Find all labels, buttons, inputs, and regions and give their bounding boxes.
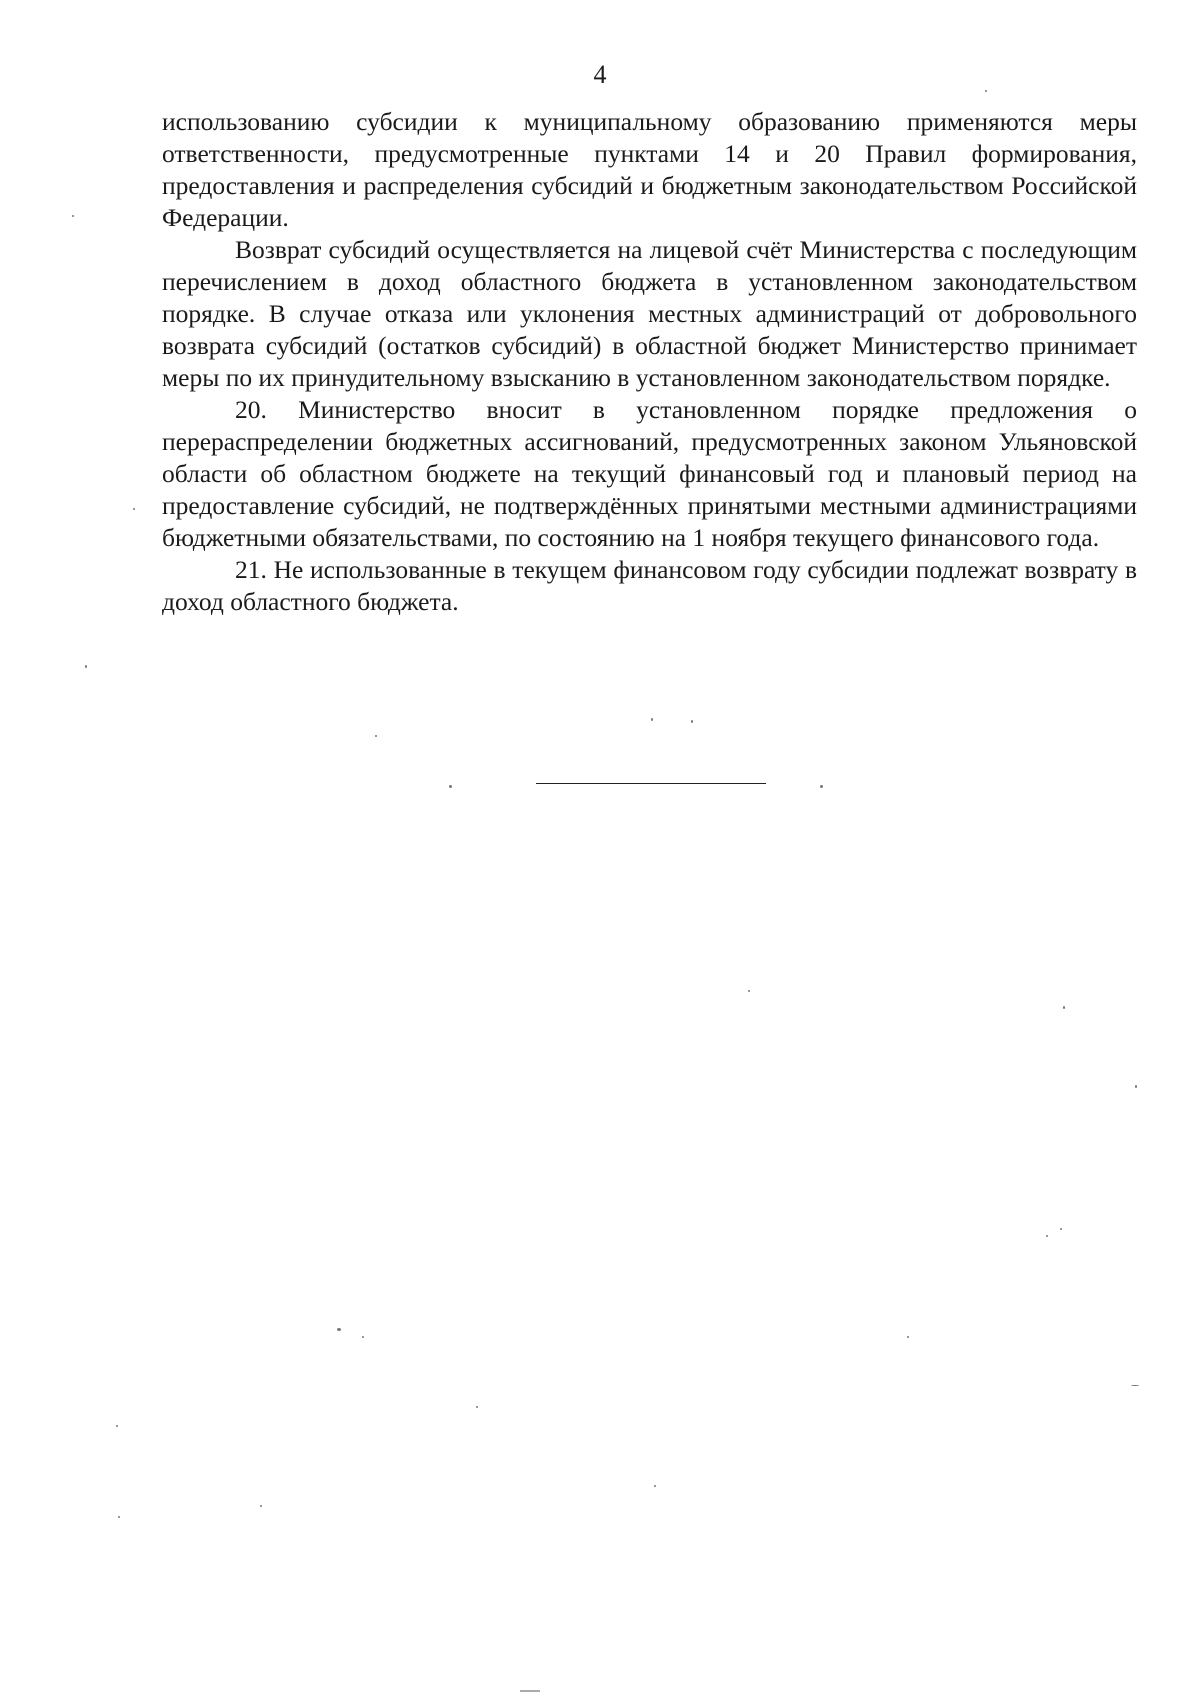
scan-speck [337, 1328, 341, 1331]
scan-speck [362, 1336, 364, 1338]
scan-speck [85, 665, 87, 668]
scan-speck [1063, 1006, 1065, 1009]
scan-speck [691, 720, 693, 723]
document-body [162, 106, 1137, 618]
paragraph-item-21: 21. Не использованные в текущем финансовом году субсидии подлежат возврату в доход областного бюджета. [162, 555, 1137, 616]
scan-speck [1060, 1228, 1062, 1230]
page-number: 4 [593, 60, 607, 89]
scan-speck [375, 735, 377, 737]
scan-speck [1135, 1085, 1137, 1088]
scan-speck [520, 1690, 540, 1692]
scan-speck [260, 1505, 262, 1507]
scan-speck [1131, 1385, 1139, 1386]
paragraph-continuation: использованию субсидии к муниципальному образованию применяются меры ответственности, предусмотренные пунктами 14 и 20 Правил формирования, предоставления и распределения субсидий и бюджетным законодательством Российской Федерации. [162, 107, 1137, 232]
end-of-text-rule [536, 783, 766, 784]
scan-speck [907, 1336, 909, 1338]
scan-speck [654, 1485, 656, 1487]
scan-speck [476, 1406, 478, 1408]
scan-speck [1046, 1235, 1048, 1237]
scan-speck [116, 1425, 118, 1427]
paragraph-item-20: 20. Министерство вносит в установленном порядке предложения о перераспределении бюджетных ассигнований, предусмотренных законом Ульяновской области об областном бюджете на текущий финансовый год и плановый период на предоставление субсидий, не подтверждённых принятыми местными администрациями бюджетными обязательствами, по состоянию на 1 ноября текущего финансового года. [162, 395, 1137, 552]
scan-speck [985, 90, 987, 92]
scan-speck [820, 785, 823, 788]
scan-speck [449, 785, 452, 788]
scan-speck [748, 990, 750, 992]
scan-speck [651, 718, 653, 721]
scan-speck [118, 1516, 120, 1518]
scan-speck [72, 215, 74, 217]
paragraph-subsidy-return: Возврат субсидий осуществляется на лицевой счёт Министерства с последующим перечислением в доход областного бюджета в установленном законодательством порядке. В случае отказа или уклонения местных администраций от добровольного возврата субсидий (остатков субсидий) в областной бюджет Министерство принимает меры по их принудительному взысканию в установленном законодательством порядке. [162, 235, 1137, 392]
scan-speck [133, 508, 135, 510]
